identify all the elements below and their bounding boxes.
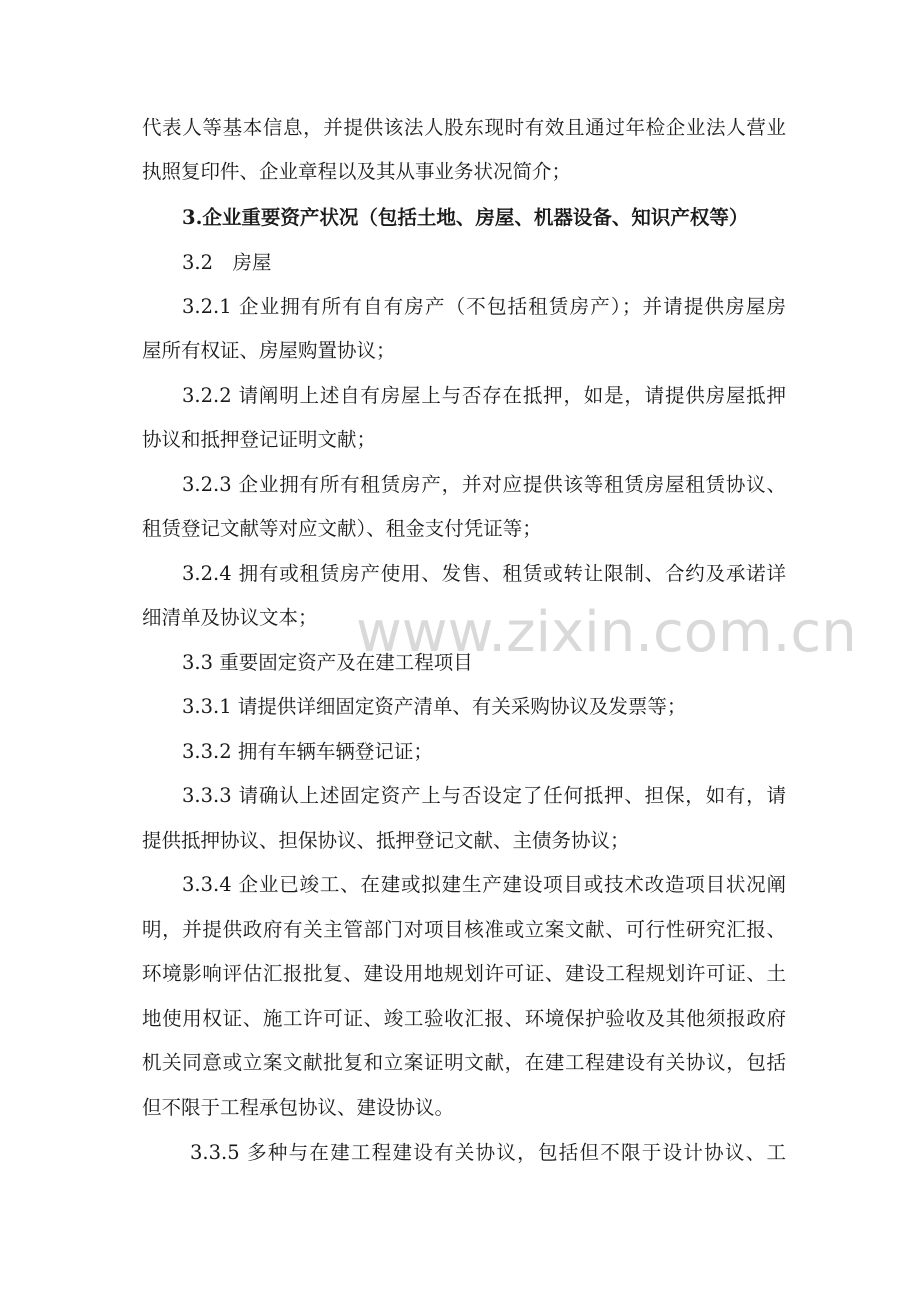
paragraph-line (0, 465, 920, 505)
text-run: 3.3.2 拥有车辆车辆登记证； (182, 740, 433, 763)
text-run: 3.2.1 企业拥有所有自有房产（不包括租赁房产）；并请提供房屋房 (182, 295, 786, 318)
paragraph-line (0, 1133, 920, 1173)
paragraph-line (0, 732, 920, 772)
paragraph-line (0, 821, 920, 861)
subsection-heading (0, 643, 920, 683)
paragraph-line (0, 152, 920, 192)
text-run: 执照复印件、企业章程以及其从事业务状况简介； (142, 160, 572, 183)
text-run: 租赁登记文献等对应文献）、租金支付凭证等； (142, 517, 542, 540)
text-run: 环境影响评估汇报批复、建设用地规划许可证、建设工程规划许可证、土 (142, 962, 786, 985)
text-run: 3.3.4 企业已竣工、在建或拟建生产建设项目或技术改造项目状况阐 (182, 873, 786, 896)
paragraph-line (0, 1088, 920, 1128)
text-run: 但不限于工程承包协议、建设协议。 (142, 1096, 455, 1119)
paragraph-line (0, 954, 920, 994)
paragraph-line (0, 1043, 920, 1083)
paragraph-line (0, 776, 920, 816)
paragraph-line (0, 509, 920, 549)
text-run: 3.3.5 多种与在建工程建设有关协议，包括但不限于设计协议、工 (190, 1141, 786, 1164)
subsection-heading (0, 243, 920, 283)
paragraph-line (0, 287, 920, 327)
paragraph-line (0, 865, 920, 905)
paragraph-line (0, 376, 920, 416)
paragraph-line (0, 910, 920, 950)
text-run: 代表人等基本信息，并提供该法人股东现时有效且通过年检企业法人营业 (142, 116, 786, 139)
text-run: 3.3.3 请确认上述固定资产上与否设定了任何抵押、担保，如有，请 (182, 784, 786, 807)
text-run: 协议和抵押登记证明文献； (142, 428, 377, 451)
paragraph-line (0, 598, 920, 638)
paragraph-line (0, 108, 920, 148)
paragraph-line (0, 687, 920, 727)
text-run: 3.2.3 企业拥有所有租赁房产，并对应提供该等租赁房屋租赁协议、 (182, 473, 786, 496)
watermark-text: www.zixin.com.cn (356, 600, 857, 665)
heading-text: 3.2 房屋 (182, 251, 272, 274)
paragraph-line (0, 999, 920, 1039)
text-run: 提供抵押协议、担保协议、抵押登记文献、主债务协议； (142, 829, 630, 852)
paragraph-line (0, 331, 920, 371)
heading-text: 3.3 重要固定资产及在建工程项目 (182, 651, 473, 674)
section-heading (0, 198, 920, 238)
text-run: 机关同意或立案文献批复和立案证明文献，在建工程建设有关协议，包括 (142, 1051, 786, 1074)
paragraph-line (0, 420, 920, 460)
text-run: 明，并提供政府有关主管部门对项目核准或立案文献、可行性研究汇报、 (142, 918, 786, 941)
paragraph-line (0, 554, 920, 594)
heading-text: 3.企业重要资产状况（包括土地、房屋、机器设备、知识产权等） (182, 206, 749, 229)
text-run: 3.3.1 请提供详细固定资产清单、有关采购协议及发票等； (182, 695, 687, 718)
text-run: 细清单及协议文本； (142, 606, 318, 629)
text-run: 3.2.4 拥有或租赁房产使用、发售、租赁或转让限制、合约及承诺详 (182, 562, 786, 585)
text-run: 3.2.2 请阐明上述自有房屋上与否存在抵押，如是，请提供房屋抵押 (182, 384, 786, 407)
text-run: 屋所有权证、房屋购置协议； (142, 339, 396, 362)
text-run: 地使用权证、施工许可证、竣工验收汇报、环境保护验收及其他须报政府 (142, 1007, 786, 1030)
